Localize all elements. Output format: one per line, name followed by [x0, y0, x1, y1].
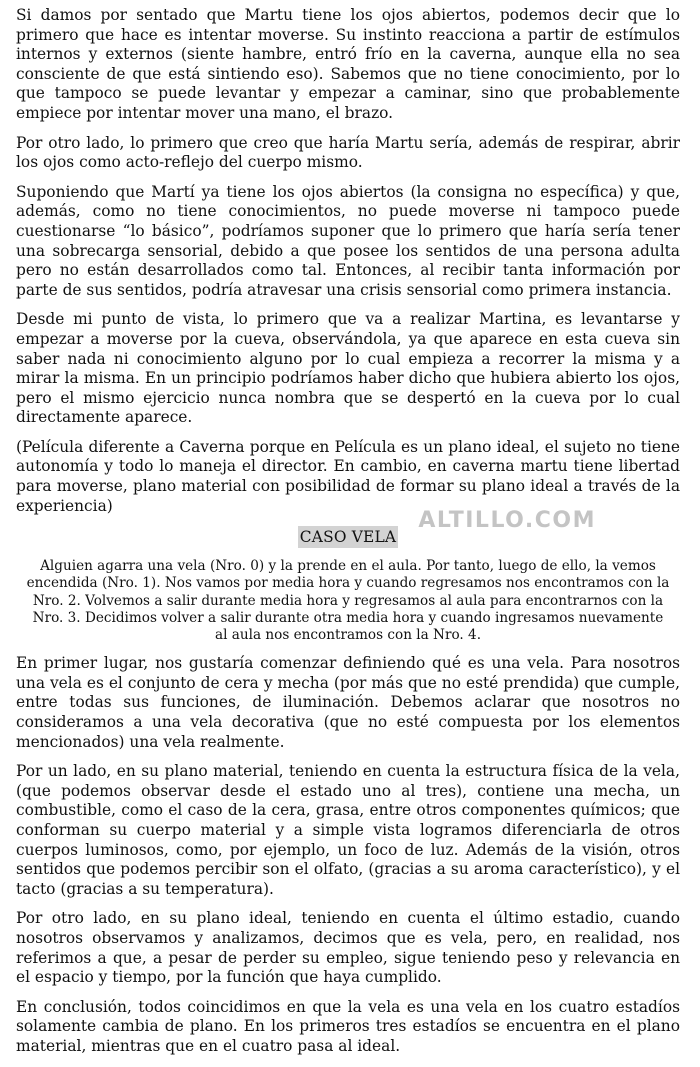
- case-description: Alguien agarra una vela (Nro. 0) y la prende en el aula. Por tanto, luego de ello, la vemos encendida (Nro. 1). Nos vamos por media hora y cuando regresamos nos encontramos con la Nro. 2. Volvemos a salir durante media hora y regresamos al aula para encontrarnos con la Nro. 3. Decidimos volver a salir durante otra media hora y cuando ingresamos nuevamente al aula nos encontramos con la Nro. 4.: [26, 558, 670, 644]
- paragraph-martu-reflex: Por otro lado, lo primero que creo que haría Martu sería, además de respirar, abrir los ojos como acto-reflejo del cuerpo mismo.: [16, 133, 680, 172]
- watermark-logo: ALTILLO.COM: [418, 508, 596, 534]
- paragraph-plano-ideal: Por otro lado, en su plano ideal, teniendo en cuenta el último estadio, cuando nosotros observamos y analizamos, decimos que es vela, pero, en realidad, nos referimos a que, a pesar de perder su empleo, sigue teniendo peso y relevancia en el espacio y tiempo, por la función que haya cumplido.: [16, 909, 680, 987]
- paragraph-plano-material: Por un lado, en su plano material, teniendo en cuenta la estructura física de la vela, (que podemos observar desde el estado uno al tres), contiene una mecha, un combustible, como el caso de la cera, grasa, entre otros componentes químicos; que conforman su cuerpo material y a simple vista logramos diferenciarla de otros cuerpos luminosos, como, por ejemplo, un foco de luz. Además de la visión, otros sentidos que podemos percibir son el olfato, (gracias a su aroma característico), y el tacto (gracias a su temperatura).: [16, 762, 680, 898]
- paragraph-conclusion: En conclusión, todos coincidimos en que la vela es una vela en los cuatro estadíos solamente cambia de plano. En los primeros tres estadíos se encuentra en el plano material, mientras que en el cuatro pasa al ideal.: [16, 997, 680, 1055]
- paragraph-martu-instinct: Si damos por sentado que Martu tiene los ojos abiertos, podemos decir que lo primero que hace es intentar moverse. Su instinto reacciona a partir de estímulos internos y externos (siente hambre, entró frío en la caverna, aunque ella no sea consciente de que está sintiendo eso). Sabemos que no tiene conocimiento, por lo que tampoco se puede levantar y empezar a caminar, sino que probablemente empiece por intentar mover una mano, el brazo.: [16, 6, 680, 122]
- paragraph-martina-cave: Desde mi punto de vista, lo primero que va a realizar Martina, es levantarse y empezar a moverse por la cueva, observándola, ya que aparece en esta cueva sin saber nada ni conocimiento alguno por lo cual empieza a recorrer la misma y a mirar la misma. En un principio podríamos haber dicho que hubiera abierto los ojos, pero el mismo ejercicio nunca nombra que se despertó en la cueva por lo cual directamente aparece.: [16, 310, 680, 427]
- section-title: CASO VELA: [299, 528, 397, 547]
- paragraph-marti-sensory: Suponiendo que Martí ya tiene los ojos abiertos (la consigna no específica) y que, además, como no tiene conocimientos, no puede moverse ni tampoco puede cuestionarse “lo básico”, podríamos suponer que lo primero que haría sería tener una sobrecarga sensorial, debido a que posee los sentidos de una persona adulta pero no están desarrollados como tal. Entonces, al recibir tanta información por parte de sus sentidos, podría atravesar una crisis sensorial como primera instancia.: [16, 182, 680, 299]
- section-heading-wrap: [16, 508, 680, 550]
- paragraph-pelicula-note: (Película diferente a Caverna porque en Película es un plano ideal, el sujeto no tiene autonomía y todo lo maneja el director. En cambio, en caverna martu tiene libertad para moverse, plano material con posibilidad de formar su plano ideal a través de la experiencia): [16, 437, 680, 515]
- paragraph-vela-definition: En primer lugar, nos gustaría comenzar definiendo qué es una vela. Para nosotros una vela es el conjunto de cera y mecha (por más que no esté prendida) que cumple, entre todas sus funciones, de iluminación. Debemos aclarar que nosotros no consideramos a una vela decorativa (que no esté compuesta por los elementos mencionados) una vela realmente.: [16, 654, 680, 751]
- document-page: [16, 6, 680, 1067]
